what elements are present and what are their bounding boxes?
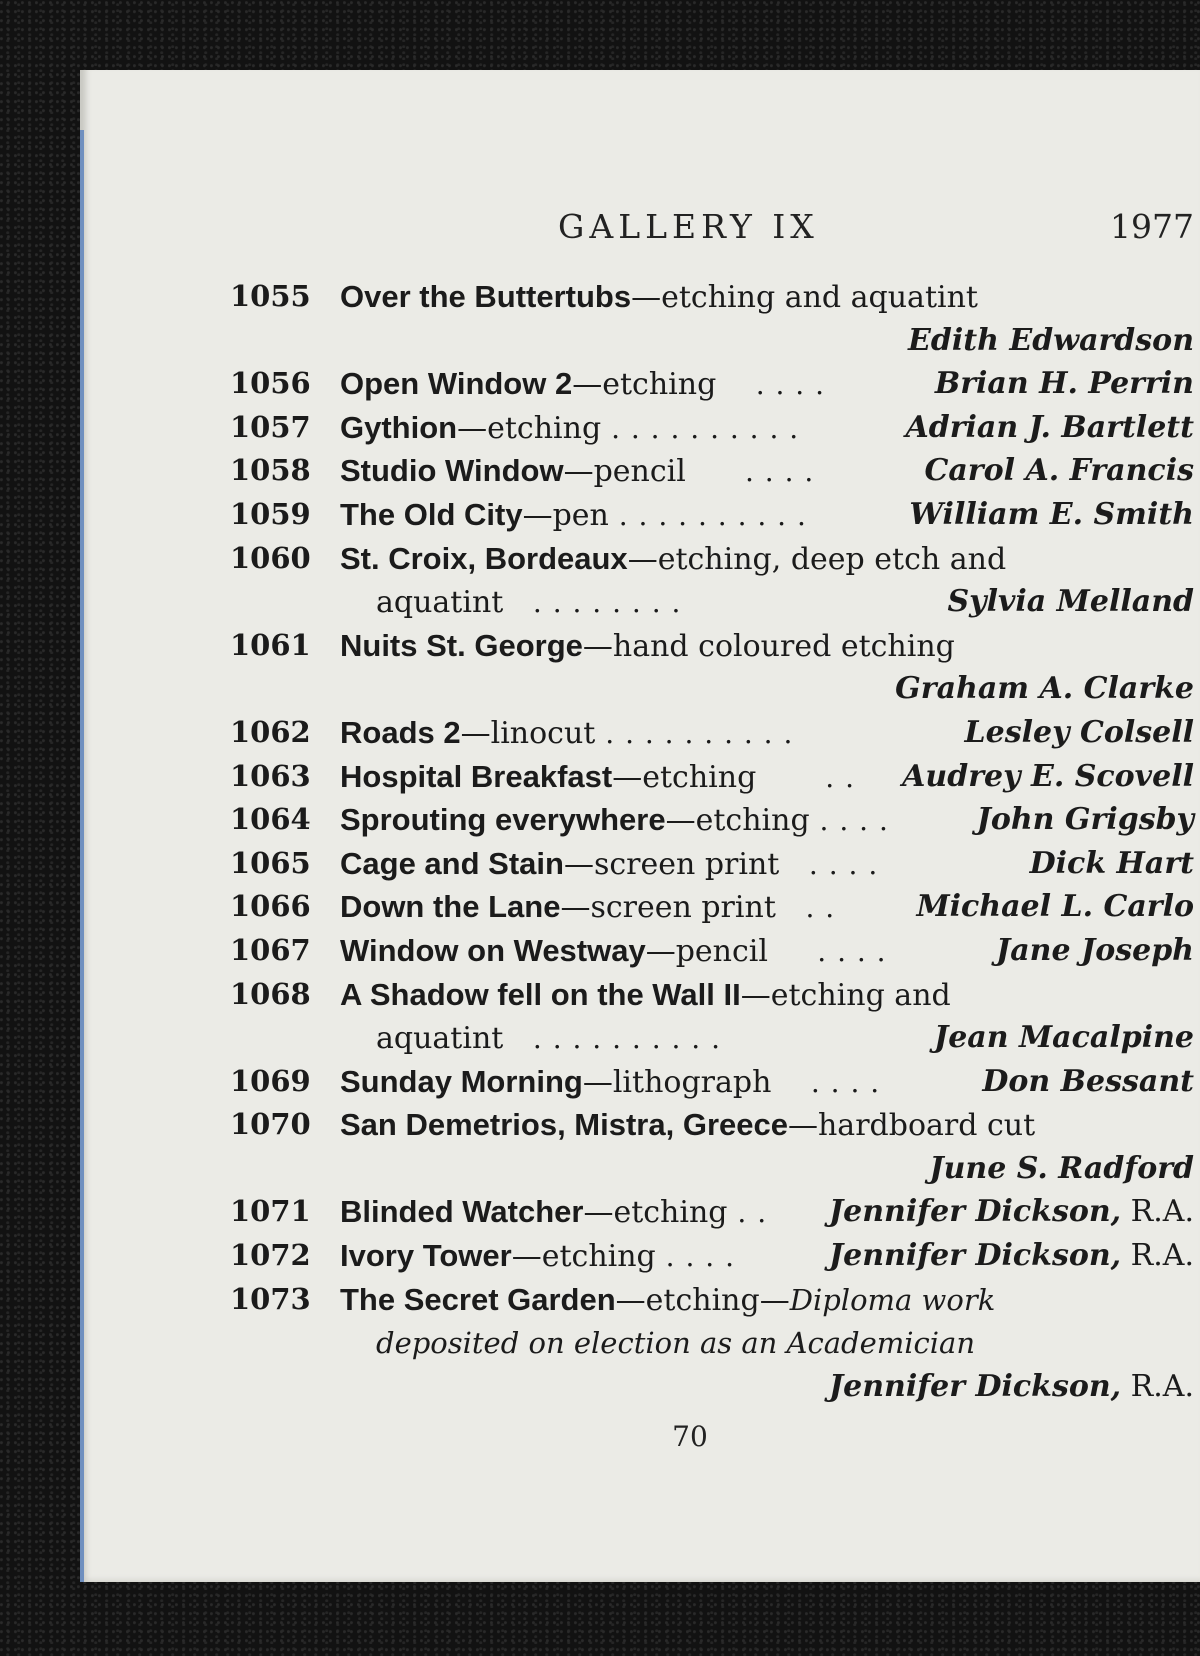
entry-medium: —etching xyxy=(665,803,810,839)
entry-title: Gythion xyxy=(340,409,458,445)
entry-artist: William E. Smith xyxy=(909,496,1194,532)
entry-medium: —etching and aquatint xyxy=(631,280,978,315)
entry-number: 1065 xyxy=(230,845,311,880)
list-item xyxy=(80,1238,1200,1282)
leader-dots: . . . . xyxy=(808,847,879,881)
entry-artist: June S. Radford xyxy=(929,1150,1194,1186)
entry-number: 1055 xyxy=(230,279,311,313)
entry-artist: Lesley Colsell xyxy=(964,714,1194,750)
entry-medium: —etching xyxy=(572,367,717,403)
entry-medium: —linocut xyxy=(460,715,596,751)
entry-medium: —screen print xyxy=(563,846,780,882)
entry-number: 1067 xyxy=(230,932,311,967)
leader-dots: . . . . xyxy=(655,1240,735,1274)
leader-dots: . . . . xyxy=(744,455,815,489)
entry-artist: Jennifer Dickson, xyxy=(828,1194,1122,1230)
entry-number: 1068 xyxy=(230,976,311,1011)
entry-artist: Jennifer Dickson, xyxy=(828,1368,1122,1404)
list-item xyxy=(80,977,1200,1021)
entry-medium: —etching xyxy=(612,759,757,795)
leader-dots: . . . . . . . . xyxy=(532,586,682,620)
leader-dots: . . . . xyxy=(817,934,887,968)
entry-medium: —screen print xyxy=(560,890,776,926)
entry-medium-continuation: aquatint xyxy=(376,1021,504,1057)
list-item xyxy=(80,1107,1200,1151)
entry-artist: Don Bessant xyxy=(982,1063,1194,1099)
entry-number: 1058 xyxy=(230,453,311,488)
entry-medium: —etching xyxy=(511,1239,656,1275)
catalogue-page xyxy=(80,70,1200,1582)
leader-dots: . . . . . . . . . . xyxy=(595,716,794,750)
entry-number: 1056 xyxy=(230,366,311,401)
list-item xyxy=(80,1064,1200,1108)
entry-title: Sprouting everywhere xyxy=(340,802,666,838)
leader-dots: . . . . . . . . . . xyxy=(601,411,800,445)
entry-note-continuation: deposited on election as an Academician xyxy=(376,1326,976,1361)
entry-title: Open Window 2 xyxy=(340,366,573,402)
entry-title: Window on Westway xyxy=(340,932,646,968)
entry-title: Down the Lane xyxy=(340,889,561,925)
entry-title: Studio Window xyxy=(340,453,564,489)
entry-number: 1070 xyxy=(230,1107,311,1142)
list-item xyxy=(80,715,1200,759)
entry-number: 1072 xyxy=(230,1238,311,1273)
leader-dots: . . xyxy=(825,760,855,794)
entry-artist: Dick Hart xyxy=(1029,845,1194,881)
entry-artist: Jane Joseph xyxy=(996,932,1194,968)
list-item xyxy=(80,846,1200,890)
entry-number: 1073 xyxy=(230,1281,311,1316)
entry-medium: —hardboard cut xyxy=(787,1108,1036,1144)
entry-number: 1060 xyxy=(230,540,311,575)
entry-artist: John Grigsby xyxy=(976,802,1194,838)
entry-artist: Michael L. Carlo xyxy=(916,889,1194,925)
entry-title: Roads 2 xyxy=(340,714,461,750)
page-header xyxy=(80,207,1200,257)
entry-medium: —hand coloured etching xyxy=(582,628,955,664)
entry-medium: —pencil xyxy=(645,933,768,969)
entry-number: 1057 xyxy=(230,409,311,444)
leader-dots: . . . . xyxy=(755,368,826,402)
entry-title: St. Croix, Bordeaux xyxy=(340,540,628,576)
entry-medium-continuation: aquatint xyxy=(376,585,504,621)
list-item xyxy=(80,933,1200,977)
entry-artist: Jennifer Dickson, xyxy=(828,1238,1122,1274)
entry-title: A Shadow fell on the Wall II xyxy=(340,976,741,1012)
entry-medium: —etching, deep etch and xyxy=(627,541,1007,577)
list-item xyxy=(80,628,1200,672)
leader-dots: . . xyxy=(805,891,836,925)
entry-number: 1066 xyxy=(230,889,311,924)
artist-suffix: R.A. xyxy=(1121,1194,1194,1230)
entry-medium: —lithograph xyxy=(582,1064,772,1100)
entry-artist: Brian H. Perrin xyxy=(934,366,1194,402)
entry-artist: Audrey E. Scovell xyxy=(902,758,1194,794)
leader-dots: . . . . . . . . . . xyxy=(532,1022,721,1056)
leader-dots: . . xyxy=(727,1196,768,1230)
list-item xyxy=(80,497,1200,541)
entry-title: Cage and Stain xyxy=(340,845,564,881)
leader-dots: . . . . . . . . . . xyxy=(608,498,807,532)
list-item xyxy=(80,802,1200,846)
entry-number: 1069 xyxy=(230,1063,311,1098)
entry-medium: —etching xyxy=(583,1195,728,1231)
entry-artist: Adrian J. Bartlett xyxy=(905,409,1194,445)
entry-artist: Carol A. Francis xyxy=(924,453,1194,489)
gallery-heading: GALLERY IX xyxy=(558,207,819,246)
page-number: 70 xyxy=(672,1420,708,1453)
entry-title: Hospital Breakfast xyxy=(340,758,613,794)
entry-title: Blinded Watcher xyxy=(340,1194,584,1230)
entry-number: 1064 xyxy=(230,802,311,837)
list-item xyxy=(80,889,1200,933)
entry-number: 1061 xyxy=(230,627,311,662)
list-item xyxy=(80,410,1200,454)
entry-medium: —pencil xyxy=(563,454,686,490)
list-item xyxy=(80,541,1200,585)
list-item xyxy=(80,453,1200,497)
artist-suffix: R.A. xyxy=(1121,1368,1194,1404)
list-item xyxy=(80,1282,1200,1326)
entry-title: The Secret Garden xyxy=(340,1281,616,1317)
entry-title: The Old City xyxy=(340,496,523,532)
entry-medium: —etching xyxy=(457,410,602,446)
entry-title: San Demetrios, Mistra, Greece xyxy=(340,1107,788,1143)
entry-artist: Graham A. Clarke xyxy=(895,671,1194,707)
list-item xyxy=(80,1194,1200,1238)
entry-artist: Edith Edwardson xyxy=(908,322,1194,358)
entry-title: Sunday Morning xyxy=(340,1063,583,1099)
entry-list xyxy=(80,279,1200,1412)
entry-medium: —pen xyxy=(522,497,609,533)
entry-number: 1059 xyxy=(230,496,311,531)
list-item xyxy=(80,366,1200,410)
entry-medium: —etching— xyxy=(615,1282,790,1318)
year-heading: 1977 xyxy=(1110,207,1194,246)
leader-dots: . . . . xyxy=(810,1065,881,1099)
entry-number: 1071 xyxy=(230,1194,311,1229)
entry-title: Over the Buttertubs xyxy=(340,279,632,314)
entry-medium: —etching and xyxy=(740,977,951,1013)
list-item xyxy=(80,279,1200,323)
artist-suffix: R.A. xyxy=(1121,1238,1194,1274)
entry-artist: Jean Macalpine xyxy=(934,1020,1194,1056)
entry-title: Nuits St. George xyxy=(340,627,583,663)
entry-number: 1063 xyxy=(230,758,311,793)
entry-artist: Sylvia Melland xyxy=(947,584,1194,620)
entry-number: 1062 xyxy=(230,714,311,749)
entry-note: Diploma work xyxy=(789,1282,996,1317)
leader-dots: . . . . xyxy=(809,804,889,838)
list-item xyxy=(80,759,1200,803)
entry-title: Ivory Tower xyxy=(340,1238,512,1274)
